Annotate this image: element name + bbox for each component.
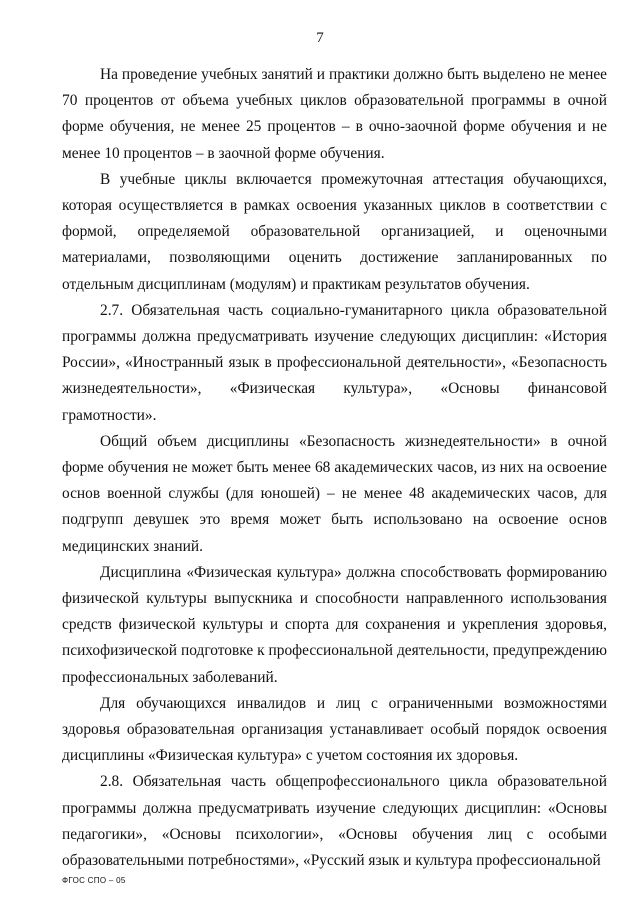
paragraph-practice-share: На проведение учебных занятий и практики должно быть выделено не менее 70 процентов от объема учебных циклов образовательной программы в очной форме обучения, не менее 25 процентов – в очно-заочной форме обучения и не менее 10 процентов – в заочной форме обучения. bbox=[62, 66, 607, 162]
paragraph-life-safety-hours: Общий объем дисциплины «Безопасность жизнедеятельности» в очной форме обучения не может быть менее 68 академических часов, из них на освоение основ военной службы (для юношей) – не менее 48 академических часов, для подгрупп девушек это время может быть использовано на освоение основ медицинских знаний. bbox=[62, 432, 607, 555]
paragraph-physical-culture: Дисциплина «Физическая культура» должна способствовать формированию физической культуры выпускника и способности направленного использования средств физической культуры и спорта для сохранения и укрепления здоровья, психофизической подготовке к профессиональной деятельности, предупреждению профессиональных заболеваний. bbox=[62, 563, 607, 686]
paragraph-intermediate-attestation: В учебные циклы включается промежуточная аттестация обучающихся, которая осуществляется в рамках освоения указанных циклов в соответствии с формой, определяемой образовательной организацией, и оценочными материалами, позволяющими оценить достижение запланированных по отдельным дисциплинам (модулям) и практикам результатов обучения. bbox=[62, 170, 607, 293]
paragraph-section-2-7: 2.7. Обязательная часть социально-гуманитарного цикла образовательной программы должна предусматривать изучение следующих дисциплин: «История России», «Иностранный язык в профессиональной деятельности», «Безопасность жизнедеятельности», «Физическая культура», «Основы финансовой грамотности». bbox=[62, 301, 607, 424]
page-number: 7 bbox=[316, 30, 324, 46]
footer-standard-code: ФГОС СПО – 05 bbox=[62, 876, 126, 885]
document-body bbox=[62, 62, 607, 874]
paragraph-disabled-students: Для обучающихся инвалидов и лиц с ограниченными возможностями здоровья образовательная организация устанавливает особый порядок освоения дисциплины «Физическая культура» с учетом состояния их здоровья. bbox=[62, 694, 607, 765]
paragraph-section-2-8: 2.8. Обязательная часть общепрофессионального цикла образовательной программы должна предусматривать изучение следующих дисциплин: «Основы педагогики», «Основы психологии», «Основы обучения лиц с особыми образовательными потребностями», «Русский язык и культура профессиональной bbox=[62, 773, 607, 870]
